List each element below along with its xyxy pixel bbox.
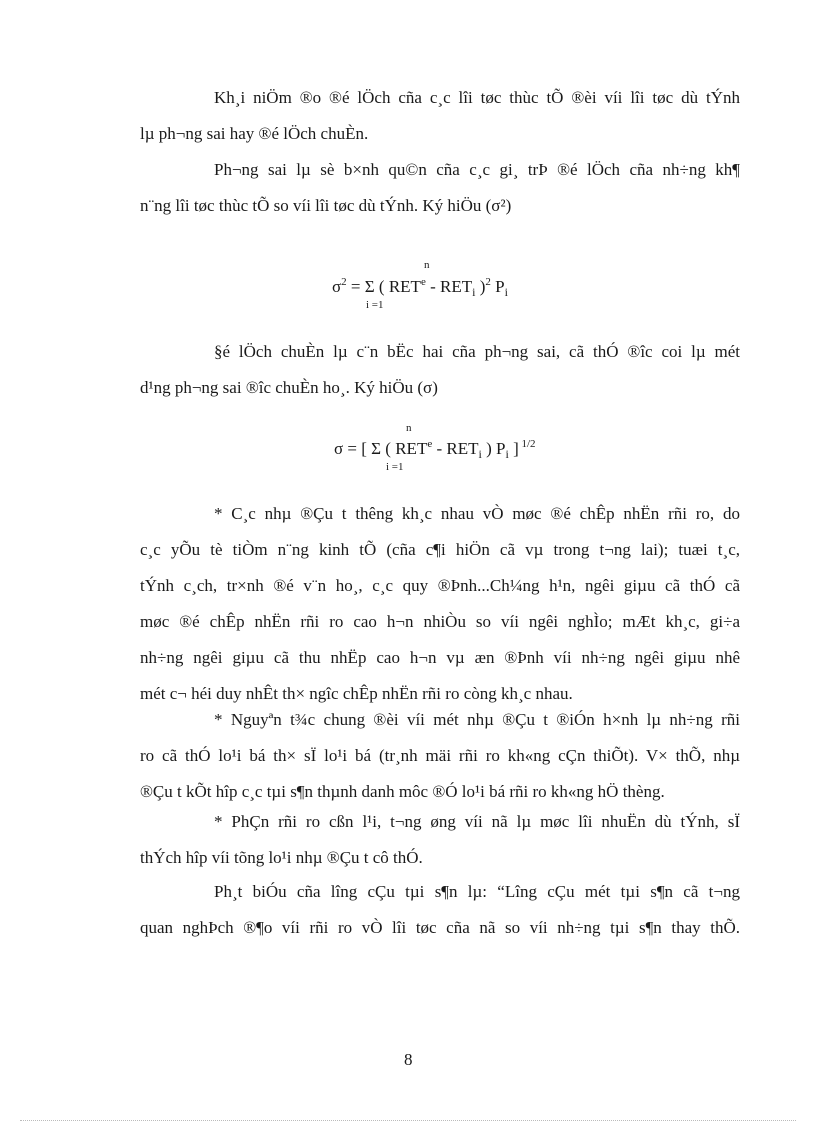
paragraph-line: * C¸c nhµ ®Çu t thêng kh¸c nhau vÒ møc ®é chÊp nhËn rñi ro, do — [214, 504, 740, 523]
paragraph-line: Ph¬ng sai lµ sè b×nh qu©n cña c¸c gi¸ trÞ ®é lÖch cña nh÷ng kh¶ — [214, 160, 740, 179]
paragraph-line: thÝch hîp víi tõng lo¹i nhµ ®Çu t cô thÓ. — [140, 848, 423, 867]
paragraph-line: c¸c yÕu tè tiÒm n¨ng kinh tÕ (cña c¶i hiÖn cã vµ trong t¬ng lai); tuæi t¸c, — [140, 540, 740, 559]
paragraph-line: lµ ph¬ng sai hay ®é lÖch chuÈn. — [140, 124, 369, 143]
paragraph-line: nh÷ng ngêi giµu cã thu nhËp cao h¬n vµ æn ®Þnh víi nh÷ng ngêi giµu nhê — [140, 648, 740, 667]
formula-part: σ — [332, 277, 342, 296]
formula-part: e — [427, 438, 433, 450]
paragraph-line: mét c¬ héi duy nhÊt th× ngîc chÊp nhËn rñi ro còng kh¸c nhau. — [140, 684, 573, 703]
formula-part: ] — [508, 439, 519, 458]
sum-lower-limit: i =1 — [366, 299, 384, 311]
paragraph-line: quan nghÞch ®¶o víi rñi ro vÒ lîi tøc cña nã so víi nh÷ng tµi s¶n thay thÕ. — [140, 918, 740, 937]
paragraph-line: d¹ng ph¬ng sai ®îc chuÈn ho¸. Ký hiÖu (σ) — [140, 378, 438, 397]
paragraph-line: tÝnh c¸ch, tr×nh ®é v¨n ho¸, c¸c quy ®Þnh...Ch¼ng h¹n, ngêi giµu cã thÓ cã — [140, 576, 740, 595]
page-bottom-divider — [20, 1120, 796, 1121]
paragraph-line: ro cã thÓ lo¹i bá th× sÏ lo¹i bá (tr¸nh mäi rñi ro kh«ng cÇn thiÕt). V× thÕ, nhµ — [140, 746, 740, 765]
formula-part: ) P — [481, 439, 506, 458]
formula-part: σ = [ Σ ( RET — [334, 439, 428, 458]
paragraph-line: møc ®é chÊp nhËn rñi ro cao h¬n nhiÒu so víi ngêi nghÌo; mÆt kh¸c, gi÷a — [140, 612, 740, 631]
page-number: 8 — [404, 1050, 413, 1069]
formula-part: P — [490, 277, 505, 296]
paragraph-line: ®Çu t kÕt hîp c¸c tµi s¶n thµnh danh môc ®Ó lo¹i bá rñi ro kh«ng hÖ thèng. — [140, 782, 665, 801]
formula-part: i — [472, 285, 476, 299]
variance-formula — [332, 277, 508, 297]
paragraph-7 — [140, 874, 740, 946]
sum-upper-limit: n — [406, 422, 412, 434]
paragraph-4 — [140, 496, 740, 712]
sum-lower-limit: i =1 — [386, 461, 404, 473]
formula-part: i — [504, 285, 508, 299]
paragraph-line: * Nguyªn t¾c chung ®èi víi mét nhµ ®Çu t ®iÓn h×nh lµ nh÷ng rñi — [214, 710, 740, 729]
paragraph-2 — [140, 152, 740, 224]
std-deviation-formula — [334, 439, 536, 459]
paragraph-line: n¨ng lîi tøc thùc tÕ so víi lîi tøc dù tÝnh. Ký hiÖu (σ²) — [140, 196, 512, 215]
formula-part: e — [420, 276, 426, 288]
paragraph-line: Kh¸i niÖm ®o ®é lÖch cña c¸c lîi tøc thùc tÕ ®èi víi lîi tøc dù tÝnh — [214, 88, 740, 107]
formula-part: - RET — [432, 439, 479, 458]
paragraph-line: * PhÇn rñi ro cßn l¹i, t¬ng øng víi nã lµ møc lîi nhuËn dù tÝnh, sÏ — [214, 812, 740, 831]
formula-part: i — [478, 447, 482, 461]
paragraph-3 — [140, 334, 740, 406]
paragraph-5 — [140, 702, 740, 810]
formula-part: ) — [475, 277, 486, 296]
paragraph-line: §é lÖch chuÈn lµ c¨n bËc hai cña ph¬ng sai, cã thÓ ®îc coi lµ mét — [214, 342, 740, 361]
formula-part: = Σ ( RET — [346, 277, 421, 296]
formula-part: 2 — [485, 276, 491, 288]
paragraph-line: Ph¸t biÓu cña lîng cÇu tµi s¶n lµ: “Lîng cÇu mét tµi s¶n cã t¬ng — [214, 882, 740, 901]
formula-part: 1/2 — [518, 438, 536, 450]
paragraph-6 — [140, 804, 740, 876]
formula-part: - RET — [425, 277, 473, 296]
paragraph-1 — [140, 80, 740, 152]
formula-part: i — [505, 447, 509, 461]
formula-part: 2 — [341, 276, 347, 288]
sum-upper-limit: n — [424, 259, 430, 271]
